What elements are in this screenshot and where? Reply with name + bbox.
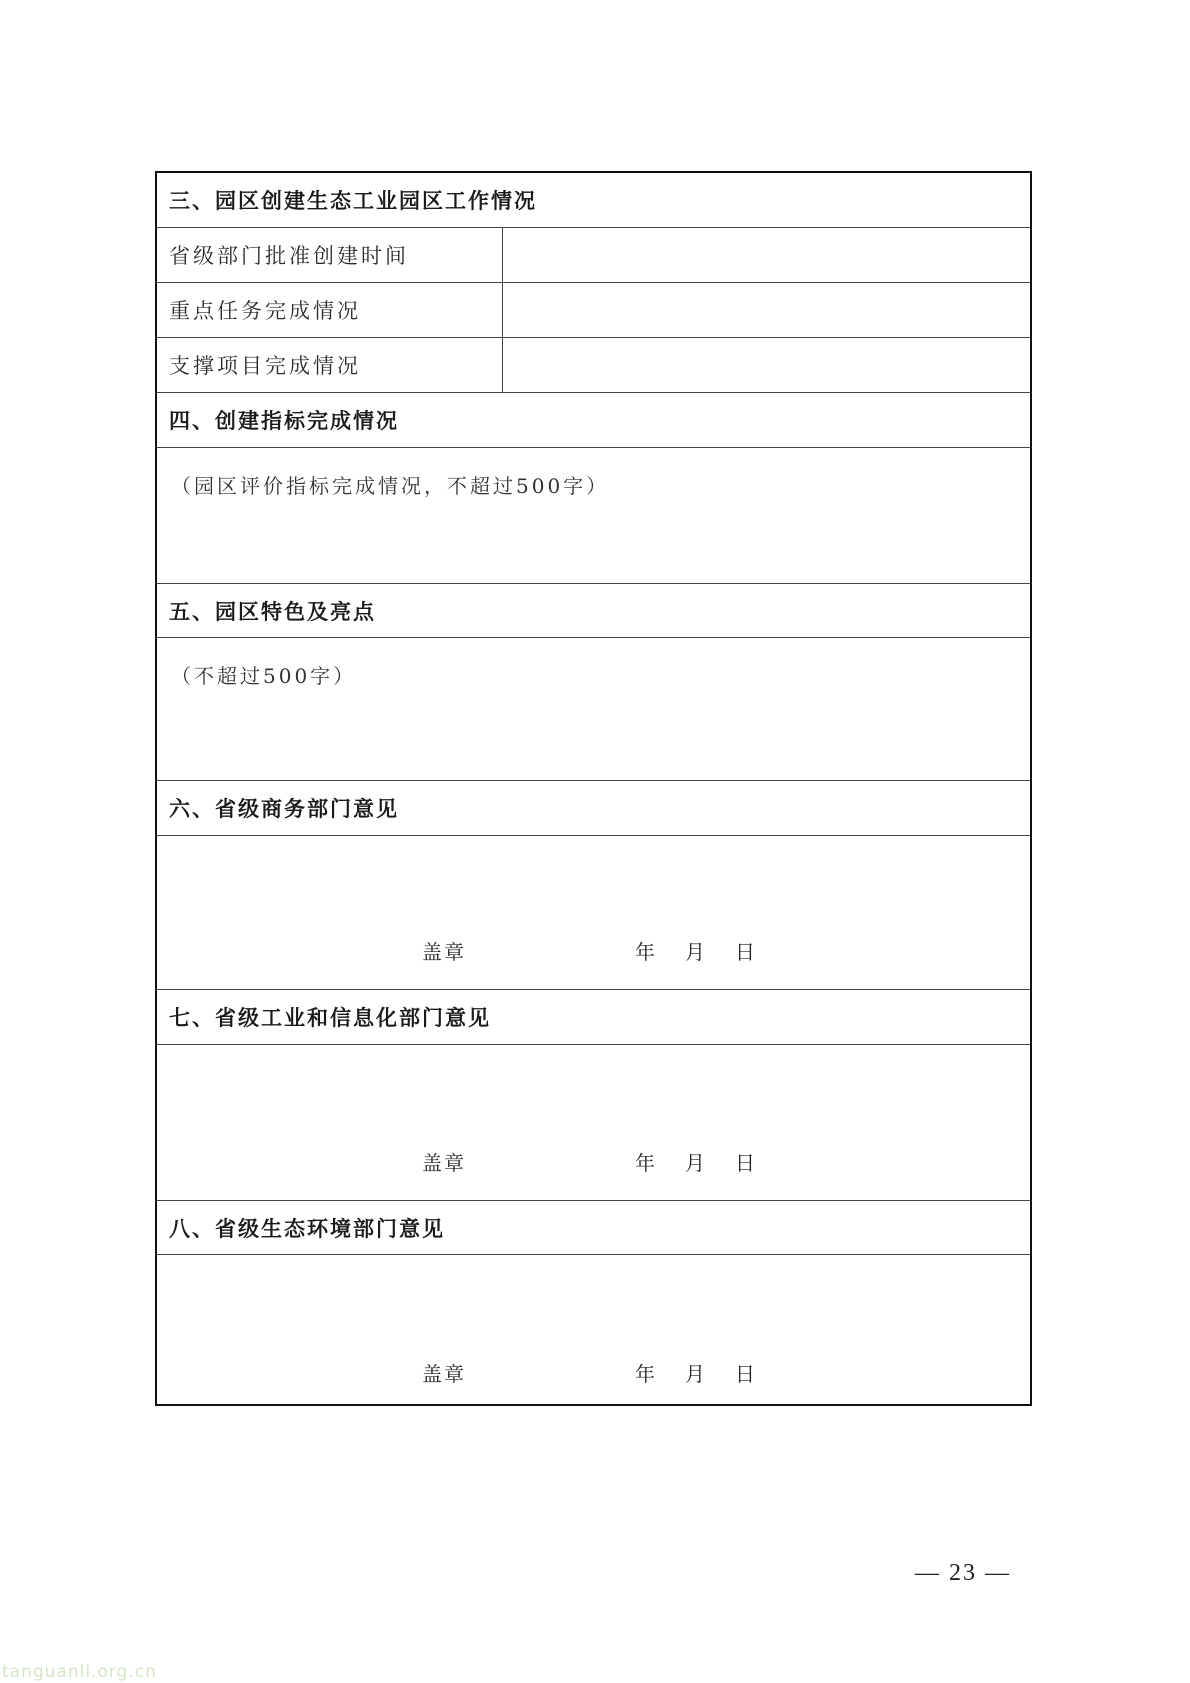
section-8-title: 八、省级生态环境部门意见 [169,1216,445,1241]
features-highlights-field[interactable] [157,638,1030,781]
section-3-title: 三、园区创建生态工业园区工作情况 [169,189,537,213]
commerce-dept-opinion-field[interactable] [157,836,1030,990]
year-label: 年 [635,940,655,964]
day-label: 日 [735,1151,755,1175]
section-5-hint: （不超过500字） [171,664,357,688]
support-projects-field[interactable] [503,338,1030,392]
month-label: 月 [685,1151,705,1175]
key-tasks-label: 重点任务完成情况 [157,283,503,337]
approval-date-label: 省级部门批准创建时间 [157,228,503,282]
section-4-title: 四、创建指标完成情况 [169,409,399,433]
seal-label: 盖章 [422,1151,466,1175]
application-form-table [155,171,1032,1406]
section-7-title: 七、省级工业和信息化部门意见 [169,1006,491,1030]
section-4-header [157,393,1030,448]
seal-label: 盖章 [422,940,466,964]
support-projects-label: 支撑项目完成情况 [157,338,503,392]
day-label: 日 [735,940,755,964]
section-4-hint: （园区评价指标完成情况，不超过500字） [171,474,610,498]
key-tasks-field[interactable] [503,283,1030,337]
watermark: tanguanli.org.cn [2,1662,157,1682]
industry-it-dept-opinion-field[interactable] [157,1045,1030,1201]
month-label: 月 [685,1362,705,1386]
year-label: 年 [635,1151,655,1175]
section-3-header [157,173,1030,228]
month-label: 月 [685,940,705,964]
section-5-title: 五、园区特色及亮点 [169,599,376,624]
section-5-header [157,584,1030,638]
section-7-header [157,990,1030,1045]
eco-env-dept-opinion-field[interactable] [157,1255,1030,1406]
indicator-completion-field[interactable] [157,448,1030,584]
section-6-header [157,781,1030,836]
year-label: 年 [635,1362,655,1386]
day-label: 日 [735,1362,755,1386]
table-row [157,338,1030,393]
approval-date-field[interactable] [503,228,1030,282]
seal-label: 盖章 [422,1362,466,1386]
table-row [157,228,1030,283]
section-8-header [157,1201,1030,1255]
table-row [157,283,1030,338]
page-number: — 23 — [915,1560,1011,1586]
section-6-title: 六、省级商务部门意见 [169,797,399,821]
